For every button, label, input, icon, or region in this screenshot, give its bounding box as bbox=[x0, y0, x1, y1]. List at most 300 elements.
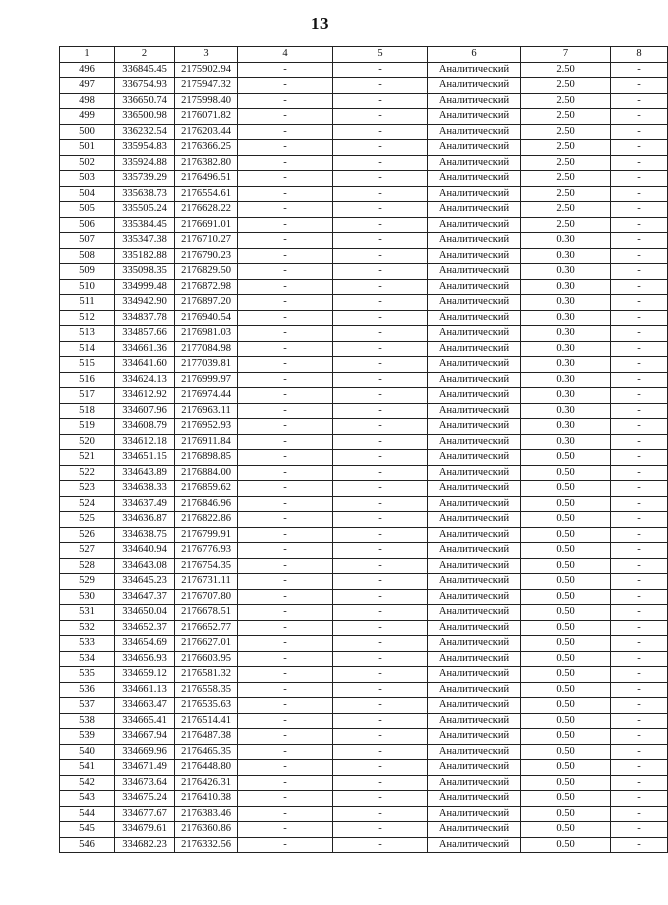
x-coordinate: 334857.66 bbox=[115, 326, 175, 342]
cell-col-5: - bbox=[333, 248, 428, 264]
point-number: 537 bbox=[60, 698, 115, 714]
cell-col-4: - bbox=[238, 310, 333, 326]
cell-col-8: - bbox=[611, 636, 668, 652]
cell-col-5: - bbox=[333, 93, 428, 109]
cell-col-5: - bbox=[333, 806, 428, 822]
point-number: 506 bbox=[60, 217, 115, 233]
y-coordinate: 2176974.44 bbox=[175, 388, 238, 404]
cell-col-5: - bbox=[333, 450, 428, 466]
table-row bbox=[60, 775, 668, 791]
y-coordinate: 2176707.80 bbox=[175, 589, 238, 605]
method: Аналитический bbox=[428, 233, 521, 249]
method: Аналитический bbox=[428, 465, 521, 481]
method: Аналитический bbox=[428, 372, 521, 388]
method: Аналитический bbox=[428, 682, 521, 698]
y-coordinate: 2176071.82 bbox=[175, 109, 238, 125]
method: Аналитический bbox=[428, 837, 521, 853]
table-row bbox=[60, 171, 668, 187]
cell-col-5: - bbox=[333, 574, 428, 590]
cell-col-4: - bbox=[238, 822, 333, 838]
method: Аналитический bbox=[428, 605, 521, 621]
table-row bbox=[60, 233, 668, 249]
x-coordinate: 336754.93 bbox=[115, 78, 175, 94]
cell-col-8: - bbox=[611, 326, 668, 342]
cell-col-4: - bbox=[238, 744, 333, 760]
table-row bbox=[60, 620, 668, 636]
cell-col-5: - bbox=[333, 775, 428, 791]
cell-col-4: - bbox=[238, 233, 333, 249]
page-number: 13 bbox=[311, 14, 329, 33]
cell-col-8: - bbox=[611, 682, 668, 698]
x-coordinate: 334636.87 bbox=[115, 512, 175, 528]
table-row bbox=[60, 310, 668, 326]
cell-col-4: - bbox=[238, 729, 333, 745]
cell-col-8: - bbox=[611, 450, 668, 466]
method: Аналитический bbox=[428, 124, 521, 140]
method: Аналитический bbox=[428, 186, 521, 202]
cell-col-8: - bbox=[611, 667, 668, 683]
cell-col-4: - bbox=[238, 62, 333, 78]
y-coordinate: 2176731.11 bbox=[175, 574, 238, 590]
y-coordinate: 2176496.51 bbox=[175, 171, 238, 187]
column-header: 7 bbox=[521, 47, 611, 63]
y-coordinate: 2176799.91 bbox=[175, 527, 238, 543]
y-coordinate: 2176776.93 bbox=[175, 543, 238, 559]
method: Аналитический bbox=[428, 388, 521, 404]
cell-col-8: - bbox=[611, 186, 668, 202]
cell-col-8: - bbox=[611, 124, 668, 140]
cell-col-8: - bbox=[611, 403, 668, 419]
cell-col-4: - bbox=[238, 713, 333, 729]
accuracy: 0.50 bbox=[521, 667, 611, 683]
x-coordinate: 335505.24 bbox=[115, 202, 175, 218]
point-number: 509 bbox=[60, 264, 115, 280]
table-row bbox=[60, 667, 668, 683]
cell-col-8: - bbox=[611, 217, 668, 233]
cell-col-5: - bbox=[333, 372, 428, 388]
x-coordinate: 334837.78 bbox=[115, 310, 175, 326]
method: Аналитический bbox=[428, 310, 521, 326]
table-row bbox=[60, 574, 668, 590]
cell-col-4: - bbox=[238, 388, 333, 404]
method: Аналитический bbox=[428, 93, 521, 109]
method: Аналитический bbox=[428, 450, 521, 466]
y-coordinate: 2176911.84 bbox=[175, 434, 238, 450]
method: Аналитический bbox=[428, 357, 521, 373]
y-coordinate: 2176203.44 bbox=[175, 124, 238, 140]
table-row bbox=[60, 403, 668, 419]
point-number: 520 bbox=[60, 434, 115, 450]
point-number: 536 bbox=[60, 682, 115, 698]
cell-col-4: - bbox=[238, 775, 333, 791]
cell-col-8: - bbox=[611, 760, 668, 776]
table-row bbox=[60, 248, 668, 264]
cell-col-8: - bbox=[611, 155, 668, 171]
x-coordinate: 334640.94 bbox=[115, 543, 175, 559]
cell-col-4: - bbox=[238, 279, 333, 295]
method: Аналитический bbox=[428, 574, 521, 590]
column-header: 2 bbox=[115, 47, 175, 63]
cell-col-8: - bbox=[611, 419, 668, 435]
cell-col-8: - bbox=[611, 310, 668, 326]
table-row bbox=[60, 589, 668, 605]
y-coordinate: 2176627.01 bbox=[175, 636, 238, 652]
cell-col-5: - bbox=[333, 496, 428, 512]
table-row bbox=[60, 279, 668, 295]
accuracy: 0.50 bbox=[521, 465, 611, 481]
method: Аналитический bbox=[428, 651, 521, 667]
cell-col-4: - bbox=[238, 124, 333, 140]
cell-col-8: - bbox=[611, 171, 668, 187]
x-coordinate: 335739.29 bbox=[115, 171, 175, 187]
cell-col-4: - bbox=[238, 496, 333, 512]
accuracy: 0.50 bbox=[521, 713, 611, 729]
point-number: 515 bbox=[60, 357, 115, 373]
table-row bbox=[60, 682, 668, 698]
accuracy: 0.50 bbox=[521, 760, 611, 776]
accuracy: 0.50 bbox=[521, 481, 611, 497]
x-coordinate: 334643.08 bbox=[115, 558, 175, 574]
cell-col-5: - bbox=[333, 682, 428, 698]
cell-col-5: - bbox=[333, 155, 428, 171]
cell-col-4: - bbox=[238, 450, 333, 466]
table-row bbox=[60, 822, 668, 838]
accuracy: 2.50 bbox=[521, 140, 611, 156]
method: Аналитический bbox=[428, 527, 521, 543]
point-number: 533 bbox=[60, 636, 115, 652]
cell-col-8: - bbox=[611, 574, 668, 590]
point-number: 518 bbox=[60, 403, 115, 419]
x-coordinate: 334675.24 bbox=[115, 791, 175, 807]
y-coordinate: 2176448.80 bbox=[175, 760, 238, 776]
point-number: 546 bbox=[60, 837, 115, 853]
cell-col-8: - bbox=[611, 791, 668, 807]
cell-col-4: - bbox=[238, 419, 333, 435]
method: Аналитический bbox=[428, 543, 521, 559]
table-row bbox=[60, 713, 668, 729]
accuracy: 0.50 bbox=[521, 698, 611, 714]
table-row bbox=[60, 558, 668, 574]
method: Аналитический bbox=[428, 558, 521, 574]
point-number: 530 bbox=[60, 589, 115, 605]
x-coordinate: 334663.47 bbox=[115, 698, 175, 714]
point-number: 499 bbox=[60, 109, 115, 125]
method: Аналитический bbox=[428, 698, 521, 714]
cell-col-4: - bbox=[238, 543, 333, 559]
cell-col-4: - bbox=[238, 806, 333, 822]
point-number: 538 bbox=[60, 713, 115, 729]
table-row bbox=[60, 698, 668, 714]
cell-col-5: - bbox=[333, 698, 428, 714]
y-coordinate: 2176678.51 bbox=[175, 605, 238, 621]
cell-col-8: - bbox=[611, 109, 668, 125]
cell-col-4: - bbox=[238, 698, 333, 714]
method: Аналитический bbox=[428, 295, 521, 311]
y-coordinate: 2175947.32 bbox=[175, 78, 238, 94]
y-coordinate: 2176628.22 bbox=[175, 202, 238, 218]
point-number: 521 bbox=[60, 450, 115, 466]
cell-col-5: - bbox=[333, 837, 428, 853]
cell-col-5: - bbox=[333, 481, 428, 497]
x-coordinate: 336845.45 bbox=[115, 62, 175, 78]
x-coordinate: 334673.64 bbox=[115, 775, 175, 791]
cell-col-4: - bbox=[238, 78, 333, 94]
table-row bbox=[60, 388, 668, 404]
y-coordinate: 2176581.32 bbox=[175, 667, 238, 683]
cell-col-5: - bbox=[333, 310, 428, 326]
cell-col-8: - bbox=[611, 620, 668, 636]
table-row bbox=[60, 651, 668, 667]
y-coordinate: 2176884.00 bbox=[175, 465, 238, 481]
column-header: 6 bbox=[428, 47, 521, 63]
method: Аналитический bbox=[428, 744, 521, 760]
point-number: 511 bbox=[60, 295, 115, 311]
accuracy: 0.50 bbox=[521, 574, 611, 590]
cell-col-4: - bbox=[238, 667, 333, 683]
point-number: 502 bbox=[60, 155, 115, 171]
accuracy: 2.50 bbox=[521, 62, 611, 78]
x-coordinate: 334624.13 bbox=[115, 372, 175, 388]
y-coordinate: 2176332.56 bbox=[175, 837, 238, 853]
accuracy: 2.50 bbox=[521, 217, 611, 233]
accuracy: 0.50 bbox=[521, 589, 611, 605]
cell-col-4: - bbox=[238, 171, 333, 187]
x-coordinate: 334999.48 bbox=[115, 279, 175, 295]
x-coordinate: 334652.37 bbox=[115, 620, 175, 636]
cell-col-5: - bbox=[333, 171, 428, 187]
cell-col-5: - bbox=[333, 620, 428, 636]
method: Аналитический bbox=[428, 481, 521, 497]
cell-col-8: - bbox=[611, 729, 668, 745]
point-number: 527 bbox=[60, 543, 115, 559]
cell-col-5: - bbox=[333, 78, 428, 94]
cell-col-8: - bbox=[611, 357, 668, 373]
x-coordinate: 334679.61 bbox=[115, 822, 175, 838]
y-coordinate: 2176383.46 bbox=[175, 806, 238, 822]
table-row bbox=[60, 806, 668, 822]
method: Аналитический bbox=[428, 791, 521, 807]
point-number: 516 bbox=[60, 372, 115, 388]
cell-col-5: - bbox=[333, 264, 428, 280]
x-coordinate: 334608.79 bbox=[115, 419, 175, 435]
y-coordinate: 2176829.50 bbox=[175, 264, 238, 280]
method: Аналитический bbox=[428, 171, 521, 187]
x-coordinate: 334671.49 bbox=[115, 760, 175, 776]
table-row bbox=[60, 636, 668, 652]
cell-col-4: - bbox=[238, 248, 333, 264]
cell-col-4: - bbox=[238, 202, 333, 218]
cell-col-8: - bbox=[611, 388, 668, 404]
method: Аналитический bbox=[428, 713, 521, 729]
x-coordinate: 334654.69 bbox=[115, 636, 175, 652]
point-number: 524 bbox=[60, 496, 115, 512]
cell-col-4: - bbox=[238, 295, 333, 311]
y-coordinate: 2175902.94 bbox=[175, 62, 238, 78]
table-row bbox=[60, 791, 668, 807]
table-row bbox=[60, 155, 668, 171]
cell-col-8: - bbox=[611, 527, 668, 543]
point-number: 514 bbox=[60, 341, 115, 357]
cell-col-5: - bbox=[333, 465, 428, 481]
cell-col-5: - bbox=[333, 791, 428, 807]
x-coordinate: 335954.83 bbox=[115, 140, 175, 156]
accuracy: 0.50 bbox=[521, 775, 611, 791]
cell-col-4: - bbox=[238, 636, 333, 652]
accuracy: 0.50 bbox=[521, 512, 611, 528]
x-coordinate: 334942.90 bbox=[115, 295, 175, 311]
cell-col-5: - bbox=[333, 760, 428, 776]
method: Аналитический bbox=[428, 109, 521, 125]
accuracy: 0.50 bbox=[521, 744, 611, 760]
y-coordinate: 2176872.98 bbox=[175, 279, 238, 295]
cell-col-8: - bbox=[611, 744, 668, 760]
cell-col-5: - bbox=[333, 589, 428, 605]
table-row bbox=[60, 527, 668, 543]
cell-col-4: - bbox=[238, 682, 333, 698]
accuracy: 0.50 bbox=[521, 543, 611, 559]
accuracy: 0.50 bbox=[521, 620, 611, 636]
cell-col-4: - bbox=[238, 589, 333, 605]
point-number: 542 bbox=[60, 775, 115, 791]
column-header: 3 bbox=[175, 47, 238, 63]
cell-col-4: - bbox=[238, 341, 333, 357]
accuracy: 0.50 bbox=[521, 496, 611, 512]
table-row bbox=[60, 140, 668, 156]
cell-col-4: - bbox=[238, 403, 333, 419]
x-coordinate: 334661.36 bbox=[115, 341, 175, 357]
point-number: 500 bbox=[60, 124, 115, 140]
cell-col-4: - bbox=[238, 527, 333, 543]
accuracy: 0.30 bbox=[521, 434, 611, 450]
cell-col-5: - bbox=[333, 388, 428, 404]
table-row bbox=[60, 744, 668, 760]
cell-col-8: - bbox=[611, 93, 668, 109]
x-coordinate: 335098.35 bbox=[115, 264, 175, 280]
cell-col-8: - bbox=[611, 248, 668, 264]
x-coordinate: 334669.96 bbox=[115, 744, 175, 760]
table-row bbox=[60, 543, 668, 559]
cell-col-8: - bbox=[611, 62, 668, 78]
accuracy: 0.30 bbox=[521, 388, 611, 404]
point-number: 535 bbox=[60, 667, 115, 683]
cell-col-5: - bbox=[333, 713, 428, 729]
point-number: 513 bbox=[60, 326, 115, 342]
method: Аналитический bbox=[428, 434, 521, 450]
cell-col-8: - bbox=[611, 558, 668, 574]
table-row bbox=[60, 760, 668, 776]
table-header-row bbox=[60, 47, 668, 63]
method: Аналитический bbox=[428, 264, 521, 280]
cell-col-8: - bbox=[611, 295, 668, 311]
y-coordinate: 2176691.01 bbox=[175, 217, 238, 233]
cell-col-5: - bbox=[333, 233, 428, 249]
table-row bbox=[60, 372, 668, 388]
table-row bbox=[60, 512, 668, 528]
cell-col-8: - bbox=[611, 465, 668, 481]
cell-col-5: - bbox=[333, 403, 428, 419]
accuracy: 0.30 bbox=[521, 326, 611, 342]
cell-col-5: - bbox=[333, 543, 428, 559]
accuracy: 2.50 bbox=[521, 78, 611, 94]
point-number: 543 bbox=[60, 791, 115, 807]
cell-col-5: - bbox=[333, 667, 428, 683]
y-coordinate: 2176487.38 bbox=[175, 729, 238, 745]
table-row bbox=[60, 729, 668, 745]
cell-col-4: - bbox=[238, 357, 333, 373]
cell-col-5: - bbox=[333, 217, 428, 233]
cell-col-8: - bbox=[611, 481, 668, 497]
y-coordinate: 2176999.97 bbox=[175, 372, 238, 388]
method: Аналитический bbox=[428, 279, 521, 295]
method: Аналитический bbox=[428, 326, 521, 342]
accuracy: 0.30 bbox=[521, 264, 611, 280]
y-coordinate: 2176554.61 bbox=[175, 186, 238, 202]
y-coordinate: 2176898.85 bbox=[175, 450, 238, 466]
point-number: 534 bbox=[60, 651, 115, 667]
method: Аналитический bbox=[428, 760, 521, 776]
cell-col-5: - bbox=[333, 341, 428, 357]
cell-col-5: - bbox=[333, 527, 428, 543]
cell-col-5: - bbox=[333, 357, 428, 373]
method: Аналитический bbox=[428, 341, 521, 357]
cell-col-4: - bbox=[238, 372, 333, 388]
y-coordinate: 2175998.40 bbox=[175, 93, 238, 109]
method: Аналитический bbox=[428, 512, 521, 528]
table-row bbox=[60, 465, 668, 481]
column-header: 4 bbox=[238, 47, 333, 63]
y-coordinate: 2176426.31 bbox=[175, 775, 238, 791]
point-number: 529 bbox=[60, 574, 115, 590]
point-number: 501 bbox=[60, 140, 115, 156]
method: Аналитический bbox=[428, 62, 521, 78]
cell-col-8: - bbox=[611, 78, 668, 94]
accuracy: 0.30 bbox=[521, 310, 611, 326]
accuracy: 0.30 bbox=[521, 295, 611, 311]
y-coordinate: 2176514.41 bbox=[175, 713, 238, 729]
cell-col-5: - bbox=[333, 295, 428, 311]
method: Аналитический bbox=[428, 78, 521, 94]
table-row bbox=[60, 341, 668, 357]
table-row bbox=[60, 202, 668, 218]
cell-col-8: - bbox=[611, 698, 668, 714]
cell-col-8: - bbox=[611, 202, 668, 218]
method: Аналитический bbox=[428, 667, 521, 683]
x-coordinate: 335182.88 bbox=[115, 248, 175, 264]
y-coordinate: 2176952.93 bbox=[175, 419, 238, 435]
cell-col-8: - bbox=[611, 264, 668, 280]
point-number: 522 bbox=[60, 465, 115, 481]
accuracy: 0.30 bbox=[521, 419, 611, 435]
accuracy: 0.50 bbox=[521, 682, 611, 698]
table-row bbox=[60, 481, 668, 497]
x-coordinate: 334638.75 bbox=[115, 527, 175, 543]
y-coordinate: 2176846.96 bbox=[175, 496, 238, 512]
accuracy: 0.30 bbox=[521, 372, 611, 388]
point-number: 545 bbox=[60, 822, 115, 838]
method: Аналитический bbox=[428, 248, 521, 264]
table-row bbox=[60, 264, 668, 280]
y-coordinate: 2176366.25 bbox=[175, 140, 238, 156]
x-coordinate: 334612.92 bbox=[115, 388, 175, 404]
cell-col-5: - bbox=[333, 202, 428, 218]
point-number: 505 bbox=[60, 202, 115, 218]
x-coordinate: 334659.12 bbox=[115, 667, 175, 683]
y-coordinate: 2176382.80 bbox=[175, 155, 238, 171]
coordinates-table bbox=[59, 46, 668, 853]
cell-col-8: - bbox=[611, 512, 668, 528]
x-coordinate: 334661.13 bbox=[115, 682, 175, 698]
table-row bbox=[60, 326, 668, 342]
